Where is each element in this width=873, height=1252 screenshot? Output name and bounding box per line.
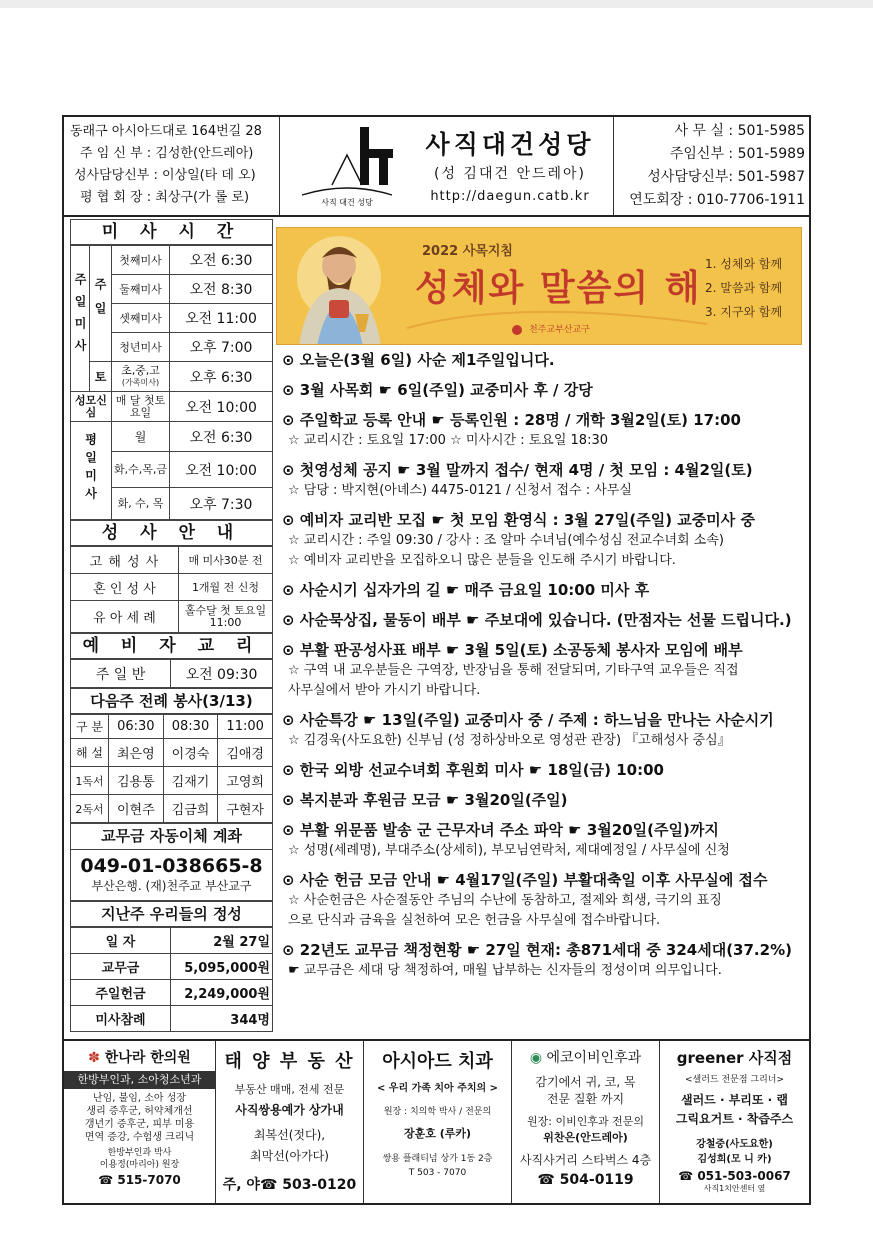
news-detail: ☆ 사순헌금은 사순절동안 주님의 수난에 동참하고, 절제와 희생, 극기의 표징 xyxy=(288,893,722,908)
liturgy-role: 2독서 xyxy=(71,795,109,823)
liturgy-role: 1독서 xyxy=(71,767,109,795)
offering-label: 미사참례 xyxy=(71,1006,171,1032)
banner-item: 3. 지구와 함께 xyxy=(705,305,783,319)
phone-directory xyxy=(614,117,809,215)
top-strip xyxy=(0,0,873,8)
sacrament-time: 홀수달 첫 토요일 11:00 xyxy=(179,601,273,633)
clinic-logo-icon: ◉ xyxy=(529,1050,543,1066)
table-row xyxy=(71,928,273,954)
catechumen-table xyxy=(70,659,273,688)
phone-pastor: 주임신부 : 501-5989 xyxy=(669,146,805,162)
mass-times-table xyxy=(70,245,273,520)
news-item: ⊙ 부활 판공성사표 배부 ☛ 3월 5일(토) 소공동체 봉사자 모임에 배부 xyxy=(282,641,743,659)
news-item: ⊙ 사순 헌금 모금 안내 ☛ 4월17일(주일) 부활대축일 이후 사무실에 접수 xyxy=(282,871,768,889)
church-address: 동래구 아시아드대로 164번길 28 xyxy=(70,124,262,139)
news-list xyxy=(282,349,806,981)
phone-assistant: 성사담당신부: 501-5987 xyxy=(647,169,805,185)
news-detail: ☆ 교리시간 : 주일 09:30 / 강사 : 조 알마 수녀님(예수성심 전교수녀회 소속) xyxy=(288,533,724,548)
phone-office: 사 무 실 : 501-5985 xyxy=(674,123,805,139)
offering-label: 주일헌금 xyxy=(71,980,171,1006)
ad-taeyang-realty xyxy=(216,1041,364,1203)
mass-time: 오전 6:30 xyxy=(170,246,273,275)
news-detail: ☆ 교리시간 : 토요일 17:00 ☆ 미사시간 : 토요일 18:30 xyxy=(288,433,608,448)
news-detail: 사무실에서 받아 가시기 바랍니다. xyxy=(288,683,481,698)
ad-phone: ☎ 051-503-0067 xyxy=(678,1169,791,1183)
church-subtitle: (성 김대건 안드레아) xyxy=(433,166,587,182)
holy-mass-name: 매 달 첫토요일 xyxy=(112,392,170,422)
ad-doctor: 한방부인과 박사 이용정(마리아) 원장 xyxy=(99,1148,180,1170)
ad-asiad-dental xyxy=(364,1041,512,1203)
liturgy-person: 김금희 xyxy=(163,795,218,823)
news-item: ⊙ 사순묵상집, 물동이 배부 ☛ 주보대에 있습니다. (만점자는 선물 드립니다.) xyxy=(282,611,792,629)
news-detail: ☆ 김경욱(사도요한) 신부님 (성 정하상바오로 영성관 관장) 『고해성사 중심』 xyxy=(288,733,731,748)
news-item: ⊙ 사순특강 ☛ 13일(주일) 교중미사 중 / 주제 : 하느님을 만나는 사순시기 xyxy=(282,711,774,729)
banner-item: 2. 말씀과 함께 xyxy=(705,281,783,295)
banner-item: 1. 성체와 함께 xyxy=(705,257,783,271)
holy-mass-time: 오전 10:00 xyxy=(170,392,273,422)
mass-name: 첫째미사 xyxy=(112,246,170,275)
weekday-mass-name: 화,수,목,금 xyxy=(112,452,170,488)
mass-time: 오전 8:30 xyxy=(170,275,273,304)
table-row xyxy=(71,954,273,980)
ad-line: < 우리 가족 치아 주치의 > xyxy=(376,1083,499,1094)
ad-line: 장훈호 (루카) xyxy=(403,1127,471,1140)
offering-label: 일 자 xyxy=(71,928,171,954)
ad-line: 사직1치안센터 옆 xyxy=(703,1184,766,1193)
bulletin-sheet xyxy=(62,115,811,1205)
liturgy-table xyxy=(70,714,273,823)
ad-line: 김성희(모 니 카) xyxy=(697,1154,772,1165)
ad-title: greener 사직점 xyxy=(676,1049,793,1067)
weekday-mass-label: 평일미사 xyxy=(71,422,112,520)
church-title-block xyxy=(280,117,614,215)
bulletin-header xyxy=(64,117,809,217)
ad-phone: 주, 야☎ 503-0120 xyxy=(222,1177,357,1193)
saturday-label: 토 xyxy=(90,362,112,392)
sunday-mass-label: 주일미사 xyxy=(71,246,90,392)
diocese-logo-icon xyxy=(512,325,522,335)
offering-value: 2월 27일 xyxy=(171,928,273,954)
offering-title: 지난주 우리들의 정성 xyxy=(70,901,273,927)
liturgy-header: 08:30 xyxy=(163,715,218,739)
liturgy-header: 06:30 xyxy=(109,715,164,739)
catechumen-class: 주 일 반 xyxy=(71,660,171,688)
news-item: ⊙ 3월 사목회 ☛ 6일(주일) 교중미사 후 / 강당 xyxy=(282,381,593,399)
weekday-mass-name: 월 xyxy=(112,422,170,452)
phone-council: 연도회장 : 010-7706-1911 xyxy=(629,192,805,208)
ad-line: <샐러드 전문점 그리너> xyxy=(684,1075,785,1085)
news-item: ⊙ 첫영성체 공지 ☛ 3월 말까지 접수/ 현재 4명 / 첫 모임 : 4월2일(토) xyxy=(282,461,753,479)
ad-title: ◉ 에코이비인후과 xyxy=(529,1050,642,1066)
ad-line: 원장 : 치의학 박사 / 전문의 xyxy=(383,1107,492,1117)
news-detail: ☆ 성명(세례명), 부대주소(상세히), 부모님연락처, 제대예정일 / 사무실에 신청 xyxy=(288,843,730,858)
offering-value: 5,095,000원 xyxy=(171,954,273,980)
news-item: ⊙ 오늘은(3월 6일) 사순 제1주일입니다. xyxy=(282,351,555,369)
news-item: ⊙ 22년도 교무금 책정현황 ☛ 27일 현재: 총871세대 중 324세대(37.2%) xyxy=(282,941,792,959)
news-detail: ☆ 구역 내 교우분들은 구역장, 반장님을 통해 전달되며, 기타구역 교우들은 직접 xyxy=(288,663,739,678)
ad-title: 태 양 부 동 산 xyxy=(224,1051,355,1072)
church-url[interactable]: http://daegun.catb.kr xyxy=(430,189,590,204)
weekday-mass-time: 오후 7:30 xyxy=(170,488,273,520)
ad-line: 사직쌍용예가 상가내 xyxy=(235,1103,344,1117)
account-number: 049-01-038665-8 xyxy=(80,855,263,877)
ad-services: 난임, 불임, 소아 성장 생리 증후군, 허약체개선 갱년기 증후군, 피부 미용 면역 증강, 수험생 크리닉 xyxy=(84,1093,195,1143)
news-detail: ☆ 예비자 교리반을 모집하오니 많은 분들을 인도해 주시기 바랍니다. xyxy=(288,553,676,568)
offering-value: 2,249,000원 xyxy=(171,980,273,1006)
ad-line: 사직사거리 스타벅스 4층 xyxy=(519,1153,652,1167)
liturgy-person: 김애경 xyxy=(218,739,273,767)
ad-line: 전문 질환 까지 xyxy=(546,1092,625,1106)
ad-line: 원장: 이비인후과 전문의 xyxy=(527,1115,644,1128)
account-title: 교무금 자동이체 계좌 xyxy=(70,823,273,849)
liturgy-header: 11:00 xyxy=(218,715,273,739)
liturgy-person: 최은영 xyxy=(109,739,164,767)
ad-line: 위찬은(안드레아) xyxy=(543,1131,628,1144)
assistant-line: 성사담당신부 : 이상일(타 데 오) xyxy=(74,168,256,183)
weekday-mass-name: 화, 수, 목 xyxy=(112,488,170,520)
liturgy-title: 다음주 전례 봉사(3/13) xyxy=(70,688,273,714)
flower-icon: ✽ xyxy=(88,1050,100,1066)
news-item: ⊙ 복지분과 후원금 모금 ☛ 3월20일(주일) xyxy=(282,791,568,809)
sacrament-name: 유 아 세 례 xyxy=(71,601,179,633)
mass-name: 셋째미사 xyxy=(112,304,170,333)
saturday-mass-name: 초,중,고 (가족미사) xyxy=(112,362,170,392)
news-item: ⊙ 한국 외방 선교수녀회 후원회 미사 ☛ 18일(금) 10:00 xyxy=(282,761,664,779)
mass-time: 오후 7:00 xyxy=(170,333,273,362)
ad-line: 최막선(아가다) xyxy=(250,1149,329,1163)
catechumen-title: 예 비 자 교 리 xyxy=(70,633,273,659)
church-staff-info xyxy=(64,117,280,215)
council-line: 평 협 회 장 : 최상구(가 롤 로) xyxy=(80,190,250,205)
liturgy-person: 이경숙 xyxy=(163,739,218,767)
ad-line: 최복선(젓다), xyxy=(253,1128,326,1142)
sacrament-time: 매 미사30분 전 xyxy=(179,547,273,574)
news-detail: 으로 단식과 금육을 실천하여 모은 헌금을 사무실에 접수바랍니다. xyxy=(288,913,661,928)
pastor-line: 주 임 신 부 : 김성한(안드레아) xyxy=(80,146,254,161)
ad-title: ✽ 한나라 한의원 xyxy=(88,1050,191,1066)
table-row xyxy=(71,980,273,1006)
table-row xyxy=(71,795,273,823)
ad-phone: ☎ 515-7070 xyxy=(98,1173,181,1187)
ad-line: 감기에서 귀, 코, 목 xyxy=(535,1075,636,1089)
ad-line: 강철중(사도요한) xyxy=(696,1139,773,1150)
liturgy-person: 구현자 xyxy=(218,795,273,823)
account-bank: 부산은행. (재)천주교 부산교구 xyxy=(91,879,252,893)
table-row xyxy=(71,767,273,795)
news-detail: ☆ 담당 : 박지현(아녜스) 4475-0121 / 신청서 접수 : 사무실 xyxy=(288,483,632,498)
offering-label: 교무금 xyxy=(71,954,171,980)
ad-greener xyxy=(660,1041,809,1203)
banner-list xyxy=(705,252,782,324)
saturday-mass-time: 오후 6:30 xyxy=(170,362,273,392)
liturgy-header: 구 분 xyxy=(71,715,109,739)
banner-org: 천주교부산교구 xyxy=(529,325,590,335)
pastoral-banner xyxy=(276,227,802,345)
ad-eco-ent xyxy=(512,1041,660,1203)
liturgy-person: 김재기 xyxy=(163,767,218,795)
ads-row xyxy=(64,1039,809,1205)
offering-value: 344명 xyxy=(171,1006,273,1032)
logo-text: 사직 대건 성당 xyxy=(321,198,373,207)
ad-line: 부동산 매매, 전세 전문 xyxy=(234,1083,345,1096)
news-item: ⊙ 부활 위문품 발송 군 근무자녀 주소 파악 ☛ 3월20일(주일)까지 xyxy=(282,821,719,839)
ad-line: 그릭요거트 · 착즙주스 xyxy=(675,1112,794,1126)
left-column xyxy=(70,219,273,1032)
news-item: ⊙ 예비자 교리반 모집 ☛ 첫 모임 환영식 : 3월 27일(주일) 교중미사 중 xyxy=(282,511,755,529)
table-row xyxy=(71,1006,273,1032)
ad-dept: 한방부인과, 소아청소년과 xyxy=(64,1071,215,1089)
sacrament-table xyxy=(70,546,273,633)
sunday-inner-label: 주일 xyxy=(90,246,112,362)
church-name: 사직대건성당 xyxy=(425,130,595,159)
ad-line: 쌍용 플래티넘 상가 1동 2층 xyxy=(382,1154,493,1164)
liturgy-person: 고영희 xyxy=(218,767,273,795)
mass-name: 둘째미사 xyxy=(112,275,170,304)
ad-title: 아시아드 치과 xyxy=(382,1051,493,1072)
ad-line: T 503 - 7070 xyxy=(408,1168,467,1178)
banner-year-title: 2022 사목지침 xyxy=(422,244,513,259)
news-detail: ☛ 교무금은 세대 당 책정하여, 매월 납부하는 신자들의 정성이며 의무입니다. xyxy=(288,963,722,978)
table-row xyxy=(71,739,273,767)
weekday-mass-time: 오전 10:00 xyxy=(170,452,273,488)
mass-name: 청년미사 xyxy=(112,333,170,362)
sacrament-name: 혼 인 성 사 xyxy=(71,574,179,601)
liturgy-person: 이현주 xyxy=(109,795,164,823)
account-box xyxy=(70,849,273,901)
catechumen-time: 오전 09:30 xyxy=(171,660,273,688)
news-item: ⊙ 사순시기 십자가의 길 ☛ 매주 금요일 10:00 미사 후 xyxy=(282,581,650,599)
mass-time: 오전 11:00 xyxy=(170,304,273,333)
offering-table xyxy=(70,927,273,1032)
sacrament-title: 성 사 안 내 xyxy=(70,520,273,546)
ad-phone: ☎ 504-0119 xyxy=(537,1172,634,1188)
holy-mass-label: 성모신심 xyxy=(71,392,112,422)
banner-main-title: 성체와 말씀의 해 xyxy=(415,267,702,309)
ad-hanara-clinic xyxy=(64,1041,216,1203)
sacrament-name: 고 해 성 사 xyxy=(71,547,179,574)
ad-line: 샐러드 · 부리또 · 랩 xyxy=(681,1093,788,1107)
liturgy-person: 김용통 xyxy=(109,767,164,795)
mass-times-title: 미 사 시 간 xyxy=(70,219,273,245)
church-logo xyxy=(292,123,402,209)
sacrament-time: 1개월 전 신청 xyxy=(179,574,273,601)
liturgy-role: 해 설 xyxy=(71,739,109,767)
book-icon xyxy=(329,300,349,318)
news-item: ⊙ 주일학교 등록 안내 ☛ 등록인원 : 28명 / 개학 3월2일(토) 17:00 xyxy=(282,411,741,429)
weekday-mass-time: 오전 6:30 xyxy=(170,422,273,452)
